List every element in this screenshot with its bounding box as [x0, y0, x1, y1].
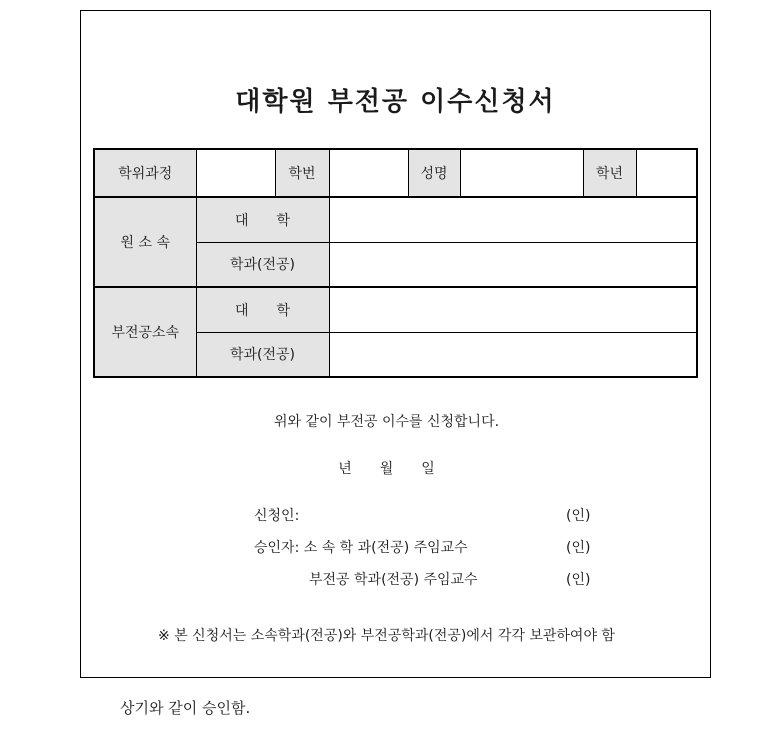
name-label: 성명: [408, 149, 460, 197]
minor-college-field[interactable]: [329, 287, 697, 332]
degree-label: 학위과정: [94, 149, 196, 197]
approver-label: 승인자: 소 속 학 과(전공) 주임교수: [254, 540, 468, 556]
orig-college-label: 대 학: [196, 197, 329, 242]
orig-affiliation-label: 원 소 속: [94, 197, 196, 287]
minor-dept-field[interactable]: [329, 332, 697, 377]
page-title: 대학원 부전공 이수신청서: [235, 87, 556, 117]
application-table: [93, 148, 698, 378]
minor-professor-label: 부전공 학과(전공) 주임교수: [309, 572, 478, 588]
student-id-label: 학번: [275, 149, 329, 197]
applicant-seal: (인): [566, 508, 591, 524]
storage-note: ※ 본 신청서는 소속학과(전공)와 부전공학과(전공)에서 각각 보관하여야 함: [158, 628, 615, 644]
student-id-field[interactable]: [329, 149, 408, 197]
year-label: 학년: [583, 149, 636, 197]
date-line: 년 월 일: [338, 461, 435, 477]
orig-dept-label: 학과(전공): [196, 242, 329, 287]
minor-dept-label: 학과(전공): [196, 332, 329, 377]
orig-dept-field[interactable]: [329, 242, 697, 287]
orig-college-field[interactable]: [329, 197, 697, 242]
approver-seal: (인): [566, 540, 591, 556]
applicant-label: 신청인:: [254, 508, 300, 524]
approval-statement: 상기와 같이 승인함.: [120, 699, 251, 717]
name-field[interactable]: [460, 149, 583, 197]
minor-college-label: 대 학: [196, 287, 329, 332]
year-field[interactable]: [636, 149, 697, 197]
minor-affiliation-label: 부전공소속: [94, 287, 196, 377]
minor-professor-seal: (인): [566, 572, 591, 588]
request-statement: 위와 같이 부전공 이수를 신청합니다.: [273, 414, 500, 430]
degree-field[interactable]: [196, 149, 275, 197]
